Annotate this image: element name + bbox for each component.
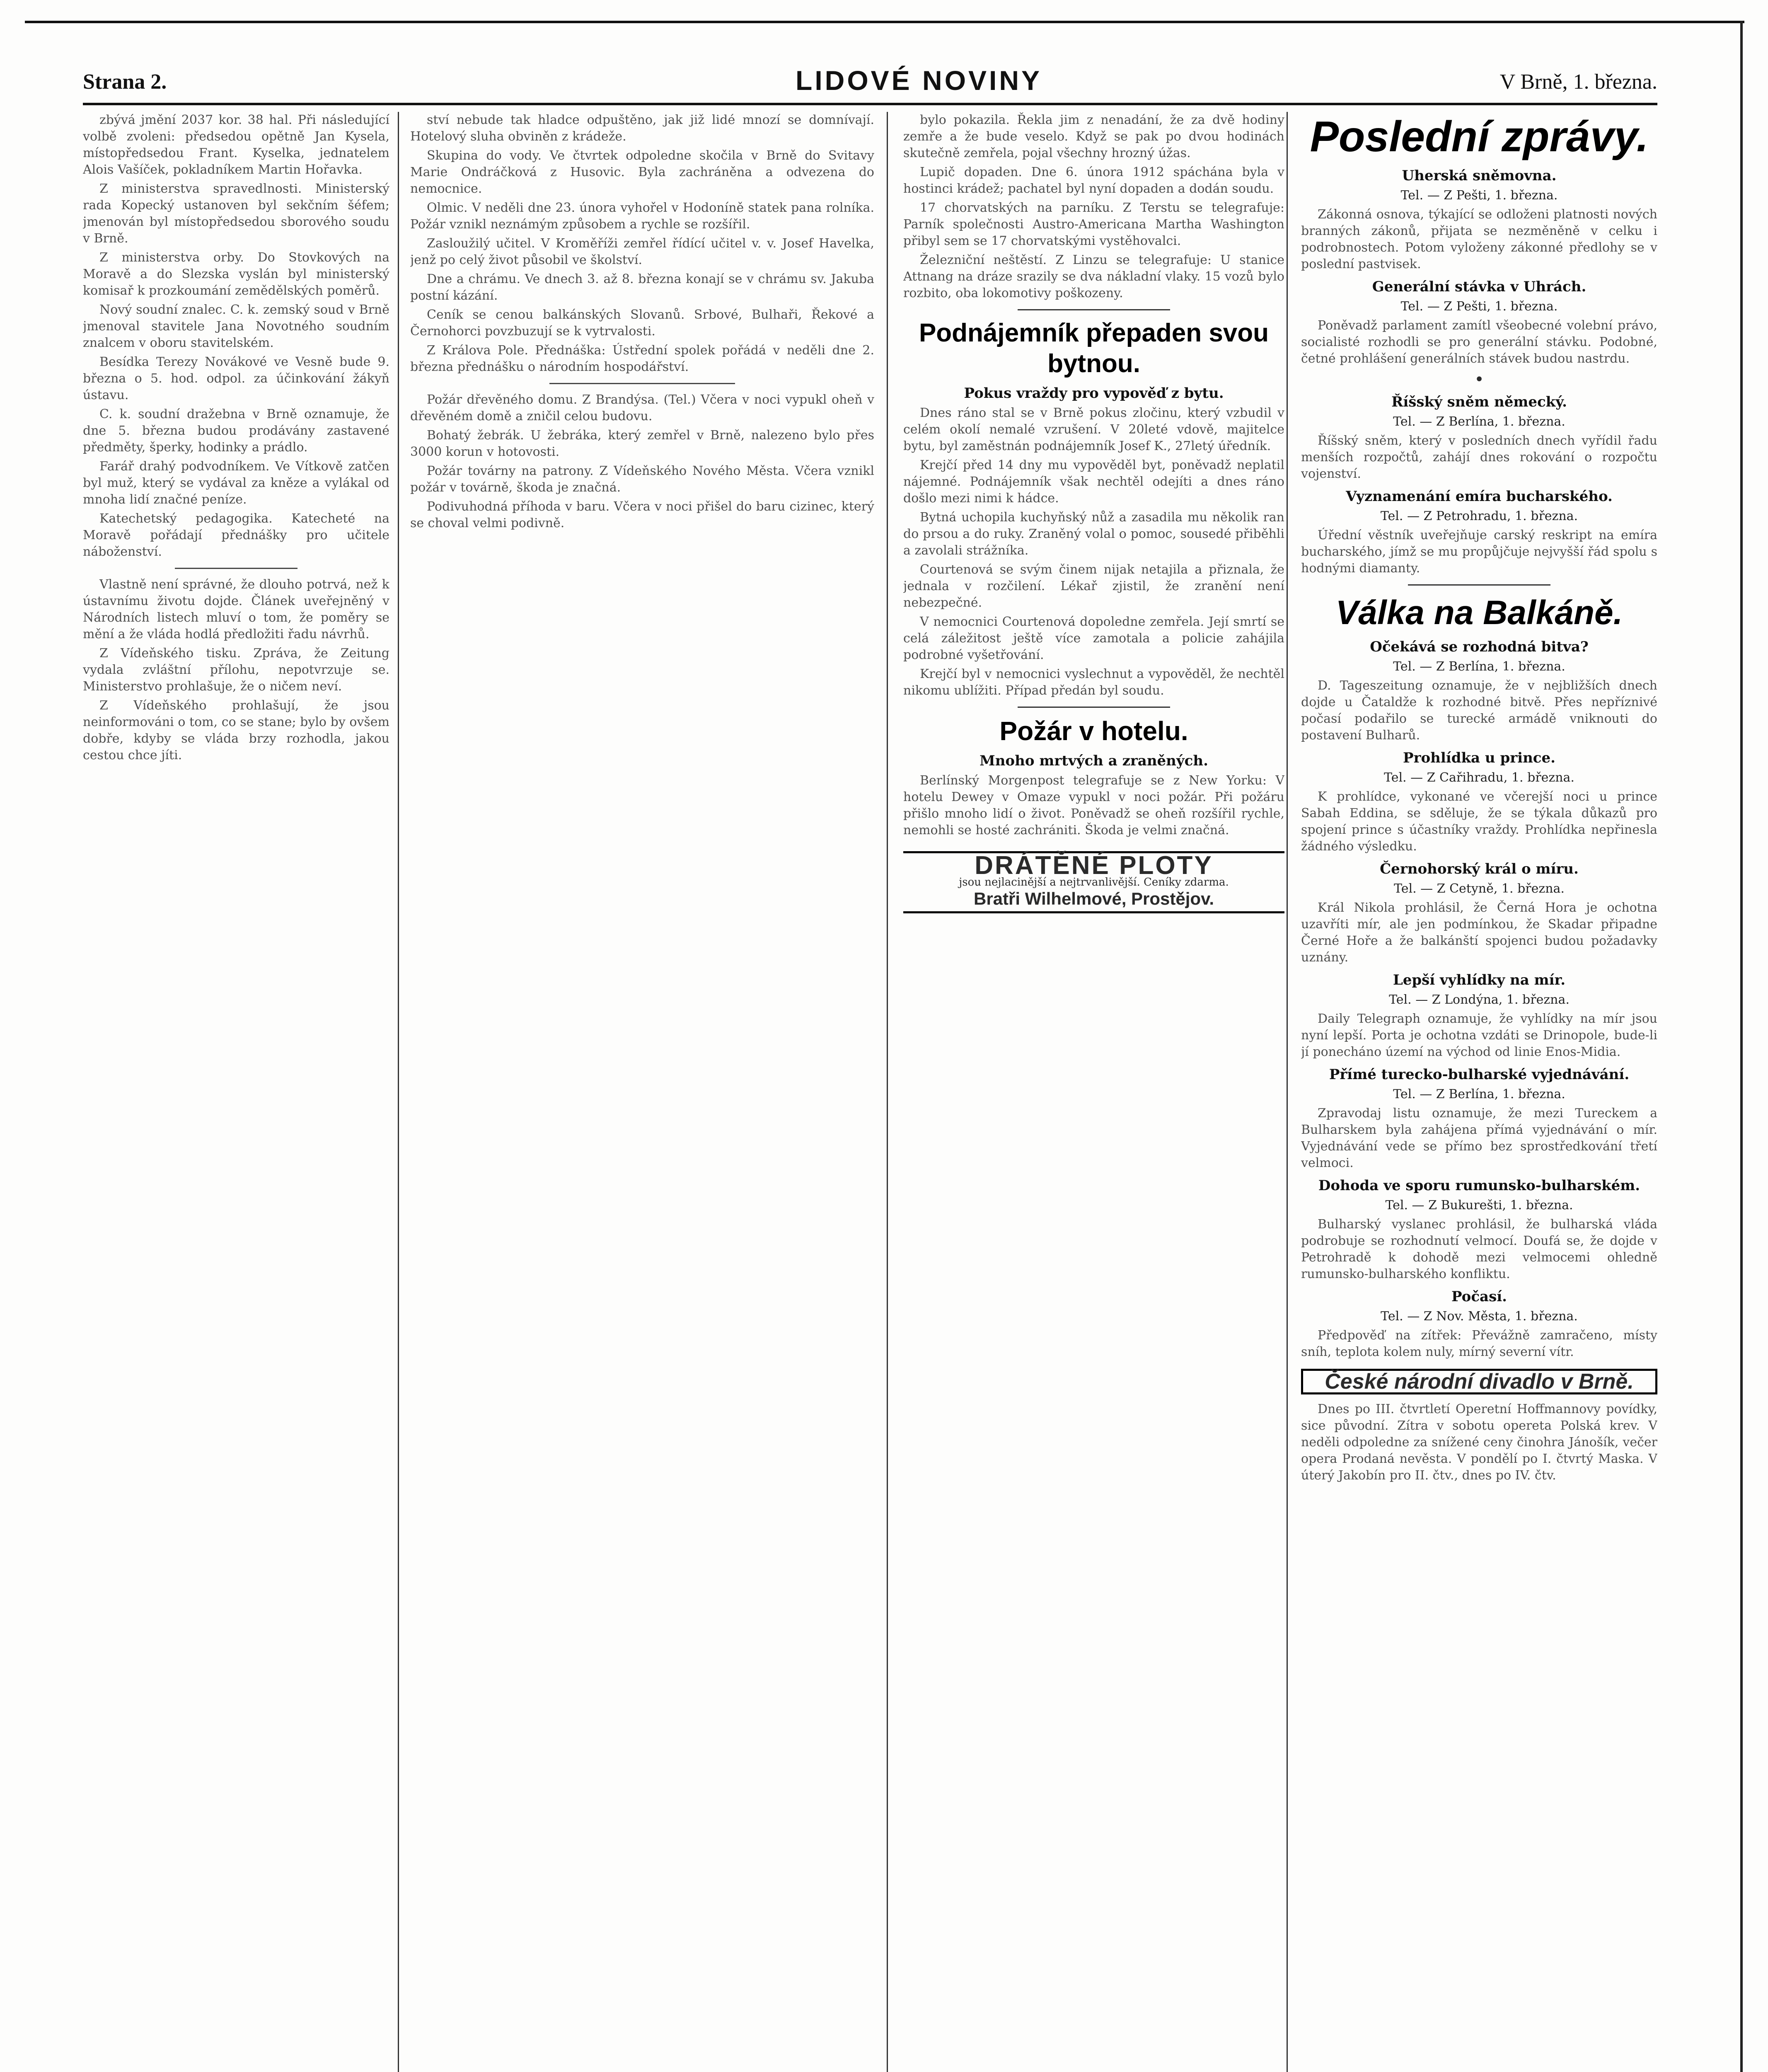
news-item-dateline: Tel. — Z Berlína, 1. března. <box>1393 1087 1565 1101</box>
news-item-text: Říšský sněm, který v posledních dnech vyřídil řadu menších rozpočtů, zahájí dnes rokování o rozpočtu vojenství. <box>1301 433 1657 481</box>
news-item-head: Černohorský král o míru. <box>1380 861 1579 877</box>
article-paragraph: Z Králova Pole. Přednáška: Ústřední spolek pořádá v neděli dne 2. března přednášku o národním hospodářství. <box>410 343 874 374</box>
article-paragraph: Courtenová se svým činem nijak netajila a přiznala, že jednala v rozčilení. Lékař zjistil, že zranění není nebezpečné. <box>903 562 1284 610</box>
article-paragraph: Zasloužilý učitel. V Kroměříži zemřel řídící učitel v. v. Josef Havelka, jenž po celý život působil ve školství. <box>410 236 874 267</box>
balkan-war-title: Válka na Balkáně. <box>1335 594 1623 632</box>
weather-text: Předpověď na zítřek: Převážně zamračeno, místy sníh, teplota kolem nuly, mírný severní vítr. <box>1301 1328 1657 1359</box>
news-item-text: Zpravodaj listu oznamuje, že mezi Tureckem a Bulharskem byla zahájena přímá vyjednávání o mír. Vyjednávání vede se přímo bez sprostředkování třetí velmoci. <box>1301 1106 1657 1170</box>
header-rule <box>83 103 1657 105</box>
article-paragraph: Vlastně není správné, že dlouho potrvá, než k ústavnímu životu dojde. Článek uveřejněný v Národních listech mluví o tom, že poměry se mění a že vláda hodlá předložiti řadu návrhů. <box>83 577 389 641</box>
article-paragraph: V nemocnici Courtenová dopoledne zemřela. Její smrtí se celá záležitost ještě více zamotala a policie zahájila podrobné vyšetřování. <box>903 615 1284 662</box>
article-paragraph: Lupič dopaden. Dne 6. února 1912 spáchána byla v hostinci krádež; pachatel byl nyní dopaden a dodán soudu. <box>903 165 1284 196</box>
column-divider <box>1287 112 1288 2072</box>
article-paragraph: 17 chorvatských na parníku. Z Terstu se telegrafuje: Parník společnosti Austro-Americana Martha Washington přibyl sem se 17 chorvatskými vystěhovalci. <box>903 201 1284 248</box>
article-paragraph: Krejčí před 14 dny mu vypověděl byt, poněvadž neplatil nájemné. Podnájemník však nechtěl odejíti a dnes ráno došlo mezi nimi k hádce. <box>903 458 1284 506</box>
ad-title: DRÁTĚNÉ PLOTY <box>975 851 1213 880</box>
article-paragraph: Z ministerstva orby. Do Stovkových na Moravě a do Slezska vyslán byl ministerský komisař k prozkoumání zemědělských poměrů. <box>83 250 389 298</box>
section-rule <box>175 568 297 569</box>
news-item-text: Bulharský vyslanec prohlásil, že bulharská vláda podrobuje se rozhodnutí velmocí. Doufá se, že dojde v Petrohradě k dohodě mezi velmocemi ohledně rumunsko-bulharského konfliktu. <box>1301 1217 1657 1281</box>
column-4 <box>1301 112 1657 2072</box>
news-item-dateline: Tel. — Z Pešti, 1. března. <box>1400 299 1558 314</box>
theatre-text: Dnes po III. čtvrtletí Operetní Hoffmannovy povídky, sice původní. Zítra v sobotu opereta Polská krev. V neděli odpoledne za snížené ceny činohra Jánošík, večer opera Prodaná nevěsta. V pondělí po I. čtvrtý Maska. V úterý Jakobín pro II. čtv., dnes po IV. čtv. <box>1301 1402 1657 1483</box>
story-headline: Podnájemník přepaden svou bytnou. <box>919 319 1269 378</box>
theatre-heading: České národní divadlo v Brně. <box>1301 1369 1657 1394</box>
column-divider <box>887 112 888 2072</box>
section-rule <box>549 383 735 384</box>
article-paragraph: ství nebude tak hladce odpuštěno, jak již lidé mnozí se domnívají. Hotelový sluha obviněn z krádeže. <box>410 113 874 144</box>
article-paragraph: Železniční neštěstí. Z Linzu se telegrafuje: U stanice Attnang na dráze srazily se dva nákladní vlaky. 15 vozů bylo rozbito, oba lokomotivy poškozeny. <box>903 253 1284 300</box>
article-paragraph: Z Vídeňského tisku. Zpráva, že Zeitung vydala zvláštní přílohu, nepotvrzuje se. Ministerstvo prohlašuje, že o ničem neví. <box>83 646 389 694</box>
section-rule <box>1408 584 1550 586</box>
news-item-dateline: Tel. — Z Berlína, 1. března. <box>1393 659 1565 674</box>
article-paragraph: Farář drahý podvodníkem. Ve Vítkově zatčen byl muž, který se vydával za kněze a vylákal od mnoha lidí značné peníze. <box>83 459 389 507</box>
dateline-header: V Brně, 1. března. <box>1500 70 1657 94</box>
article-paragraph: Z Vídeňského prohlašují, že jsou neinformováni o tom, co se stane; bylo by ovšem dobře, kdyby se vláda brzy rozhodla, jakou cestou chce jíti. <box>83 698 389 762</box>
news-item-text: Daily Telegraph oznamuje, že vyhlídky na mír jsou nyní lepší. Porta je ochotna vzdáti se Drinopole, bude-li jí ponecháno území na východ od linie Enos-Midia. <box>1301 1012 1657 1059</box>
masthead: LIDOVÉ NOVINY <box>796 65 1042 96</box>
advertisement <box>903 851 1284 913</box>
news-item-text: Poněvadž parlament zamítl všeobecné volební právo, socialisté rozhodli se pro generální stávku. Podobné, četné prohlášení generálních stávek budou nastrdu. <box>1301 318 1657 366</box>
bullet-separator: • <box>1474 370 1484 389</box>
article-paragraph: Krejčí byl v nemocnici vyslechnut a vypověděl, že nechtěl nikomu ublížiti. Případ předán byl soudu. <box>903 667 1284 698</box>
news-item-text: D. Tageszeitung oznamuje, že v nejbližších dnech dojde u Čataldže k rozhodné bitvě. Přes nepříznivé počasí podařilo se turecké armádě vniknouti do postavení Bulharů. <box>1301 678 1657 743</box>
article-paragraph: Požár továrny na patrony. Z Vídeňského Nového Města. Včera vznikl požár v továrně, škoda je značná. <box>410 464 874 495</box>
news-item-dateline: Tel. — Z Pešti, 1. března. <box>1400 188 1558 203</box>
news-item-text: Král Nikola prohlásil, že Černá Hora je ochotna uzavříti mír, ale jen podmínkou, že Skadar připadne Černé Hoře a že balkánští spojenci budou požadavky uznány. <box>1301 900 1657 965</box>
article-paragraph: bylo pokazila. Řekla jim z nenadání, že za dvě hodiny zemře a že bude veselo. Když se pak po dvou hodinách skutečně zemřela, pojal všechny hrozný úžas. <box>903 113 1284 160</box>
section-rule <box>1018 309 1170 310</box>
news-item-head: Říšský sněm německý. <box>1391 394 1567 410</box>
column-3 <box>903 112 1284 2072</box>
news-item-head: Lepší vyhlídky na mír. <box>1393 972 1566 988</box>
column-divider <box>398 112 399 2072</box>
column-2 <box>410 112 874 2072</box>
section-rule <box>1018 707 1170 708</box>
article-paragraph: zbývá jmění 2037 kor. 38 hal. Při následující volbě zvoleni: předsedou opětně Jan Kysela, místopředsedou Frant. Kyselka, jednatelem Alois Vašíček, pokladníkem Martin Hořavka. <box>83 113 389 177</box>
story-subheadline: Pokus vraždy pro vypověď z bytu. <box>964 385 1224 402</box>
news-item-dateline: Tel. — Z Bukurešti, 1. března. <box>1385 1198 1573 1213</box>
article-paragraph: Z ministerstva spravedlnosti. Ministerský rada Kopecký ustanoven byl sekčním šéfem; jmenován byl místopředsedou sborového soudu v Brně. <box>83 182 389 246</box>
fire-headline: Požár v hotelu. <box>999 716 1188 746</box>
top-border <box>25 21 1744 23</box>
article-paragraph: Katechetský pedagogika. Katecheté na Moravě pořádají přednášky pro učitele náboženství. <box>83 511 389 559</box>
news-item-head: Přímé turecko-bulharské vyjednávání. <box>1329 1066 1630 1083</box>
news-item-text: Zákonná osnova, týkající se odloženi platnosti nových branných zákonů, přijata se nezměněně v celku i podrobnostech. Potom vyloženy zákonné předlohy se v poslední pastvisek. <box>1301 207 1657 271</box>
news-item-head: Generální stávka v Uhrách. <box>1372 278 1587 295</box>
ad-company: Bratři Wilhelmové, Prostějov. <box>973 889 1214 908</box>
weather-dateline: Tel. — Z Nov. Města, 1. března. <box>1381 1309 1578 1324</box>
news-item-text: K prohlídce, vykonané ve včerejší noci u prince Sabah Eddina, se sděluje, že se týkala důkazů pro spojení prince s účastníky vraždy. Prohlídka nepřinesla žádného výsledku. <box>1301 789 1657 854</box>
fire-subheadline: Mnoho mrtvých a zraněných. <box>980 753 1208 769</box>
article-paragraph: Besídka Terezy Novákové ve Vesně bude 9. března o 5. hod. odpol. za účinkování žákyň ústavu. <box>83 355 389 402</box>
article-paragraph: Podivuhodná příhoda v baru. Včera v noci přišel do baru cizinec, který se choval velmi podivně. <box>410 499 874 530</box>
news-item-dateline: Tel. — Z Petrohradu, 1. března. <box>1380 509 1578 523</box>
article-paragraph: Bohatý žebrák. U žebráka, který zemřel v Brně, nalezeno bylo přes 3000 korun v hotovosti. <box>410 428 874 459</box>
news-item-dateline: Tel. — Z Cařihradu, 1. března. <box>1384 770 1575 785</box>
news-item-text: Úřední věstník uveřejňuje carský reskript na emíra bucharského, jímž se mu propůjčuje nejvyšší řád spolu s hodnými diamanty. <box>1301 528 1657 576</box>
article-paragraph: Bytná uchopila kuchyňský nůž a zasadila mu několik ran do prsou a do ruky. Zraněný volal o pomoc, sousedé přiběhli a zavolali strážníka. <box>903 510 1284 558</box>
news-item-dateline: Tel. — Z Cetyně, 1. března. <box>1394 881 1565 896</box>
column-1 <box>83 112 389 2072</box>
article-paragraph: C. k. soudní dražebna v Brně oznamuje, že dne 5. března budou prodávány zastavené předměty, šperky, hodinky a prádlo. <box>83 407 389 455</box>
news-item-head: Vyznamenání emíra bucharského. <box>1346 488 1613 505</box>
article-paragraph: Dne a chrámu. Ve dnech 3. až 8. března konají se v chrámu sv. Jakuba postní kázání. <box>410 272 874 303</box>
article-paragraph: Dnes ráno stal se v Brně pokus zločinu, který vzbudil v celém okolí nemalé vzrušení. V 20leté vdově, majitelce bytu, byl zaměstnán podnájemník Josef K., 27letý úředník. <box>903 406 1284 453</box>
news-item-head: Uherská sněmovna. <box>1402 167 1557 184</box>
latest-news-title: Poslední zprávy. <box>1310 113 1649 161</box>
article-paragraph: Ceník se cenou balkánských Slovanů. Srbové, Bulhaři, Řekové a Černohorci povzbuzují se k vytrvalosti. <box>410 307 874 339</box>
news-item-head: Dohoda ve sporu rumunsko-bulharském. <box>1318 1177 1640 1194</box>
news-item-dateline: Tel. — Z Berlína, 1. března. <box>1393 414 1565 429</box>
right-border <box>1740 21 1743 2072</box>
news-item-dateline: Tel. — Z Londýna, 1. března. <box>1389 992 1570 1007</box>
article-paragraph: Olmic. V neděli dne 23. února vyhořel v Hodoníně statek pana rolníka. Požár vznikl neznámým způsobem a rychle se rozšířil. <box>410 201 874 232</box>
page-number: Strana 2. <box>83 70 167 94</box>
page-header <box>83 62 1657 99</box>
article-paragraph: Požár dřevěného domu. Z Brandýsa. (Tel.) Včera v noci vypukl oheň v dřevěném domě a zničil celou budovu. <box>410 392 874 424</box>
article-paragraph: Berlínský Morgenpost telegrafuje se z New Yorku: V hotelu Dewey v Omaze vypukl v noci požár. Při požáru přišlo mnoho lidí o život. Poněvadž se oheň rozšířil rychle, nemohli se hosté zachrániti. Škoda je velmi značná. <box>903 773 1284 838</box>
article-paragraph: Nový soudní znalec. C. k. zemský soud v Brně jmenoval stavitele Jana Novotného soudním znalcem v oboru stavitelském. <box>83 303 389 350</box>
weather-head: Počasí. <box>1451 1288 1507 1305</box>
article-paragraph: Skupina do vody. Ve čtvrtek odpoledne skočila v Brně do Svitavy Marie Ondráčková z Husovic. Byla zachráněna a odvezena do nemocnice. <box>410 148 874 196</box>
news-item-head: Očekává se rozhodná bitva? <box>1370 639 1589 655</box>
ad-subtitle: jsou nejlacinější a nejtrvanlivější. Ceníky zdarma. <box>959 876 1229 888</box>
news-item-head: Prohlídka u prince. <box>1403 750 1555 766</box>
